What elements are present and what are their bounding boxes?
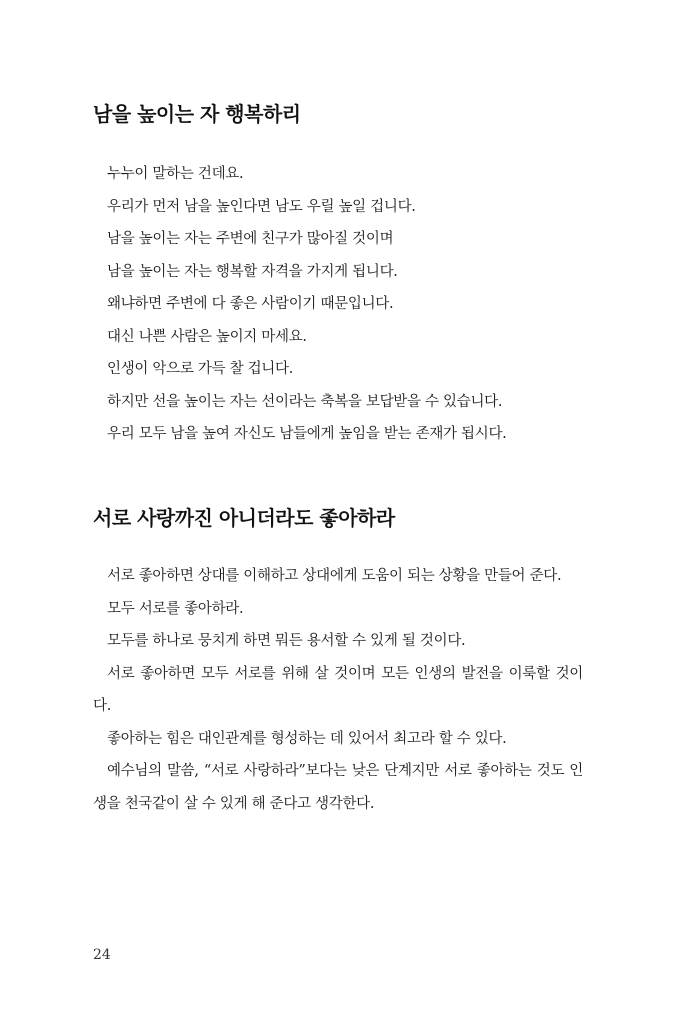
body-paragraph: 서로 좋아하면 상대를 이해하고 상대에게 도움이 되는 상황을 만들어 준다.	[107, 568, 562, 584]
body-line: 남을 높이는 자는 주변에 친구가 많아질 것이며	[107, 231, 394, 247]
body-line: 우리 모두 남을 높여 자신도 남들에게 높임을 받는 존재가 됩시다.	[107, 426, 507, 442]
body-line: 남을 높이는 자는 행복할 자격을 가지게 됩니다.	[107, 263, 398, 280]
page-number: 24	[93, 947, 111, 963]
body-line: 하지만 선을 높이는 자는 선이라는 축복을 보답받을 수 있습니다.	[107, 393, 503, 410]
section-body	[93, 560, 583, 820]
body-paragraph: 서로 좋아하면 모두 서로를 위해 살 것이며 모든 인생의 발전을 이룩할 것이다.	[93, 665, 583, 714]
body-line: 왜냐하면 주변에 다 좋은 사람이기 때문입니다.	[107, 296, 394, 312]
section-honor-others	[93, 100, 583, 451]
body-paragraph: 모두 서로를 좋아하라.	[107, 600, 244, 617]
section-like-each-other	[93, 504, 583, 820]
section-body	[93, 158, 583, 451]
body-line: 누누이 말하는 건데요.	[107, 166, 244, 182]
section-heading: 남을 높이는 자 행복하리	[93, 102, 301, 126]
body-line: 인생이 악으로 가득 찰 겁니다.	[107, 361, 294, 377]
body-paragraph: 모두를 하나로 뭉치게 하면 뭐든 용서할 수 있게 될 것이다.	[107, 633, 466, 649]
section-heading: 서로 사랑까진 아니더라도 좋아하라	[93, 506, 395, 530]
body-paragraph: 좋아하는 힘은 대인관계를 형성하는 데 있어서 최고라 할 수 있다.	[107, 730, 507, 747]
body-line: 우리가 먼저 남을 높인다면 남도 우릴 높일 겁니다.	[107, 198, 416, 215]
body-line: 대신 나쁜 사람은 높이지 마세요.	[107, 328, 307, 345]
body-paragraph: 예수님의 말씀, “서로 사랑하라”보다는 낮은 단계지만 서로 좋아하는 것도 인생을 천국같이 살 수 있게 해 준다고 생각한다.	[93, 763, 583, 812]
